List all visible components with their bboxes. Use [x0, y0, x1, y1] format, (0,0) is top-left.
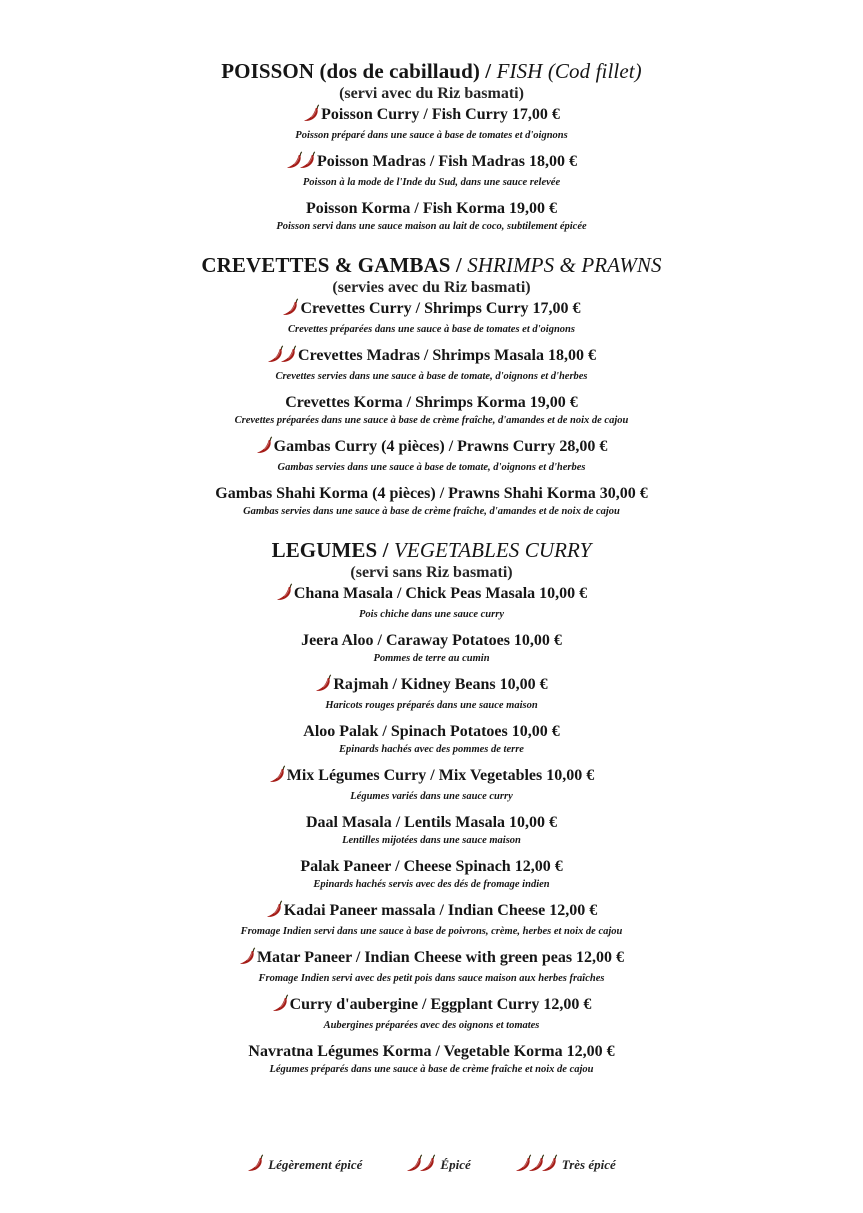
- menu-item-line: [0, 994, 863, 1019]
- menu-item: [0, 947, 863, 986]
- menu-item-spice-indicator: [303, 104, 316, 129]
- menu-item-description: Poisson à la mode de l'Inde du Sud, dans une sauce relevée: [302, 177, 561, 188]
- menu-item-line: [0, 1041, 863, 1063]
- chili-pepper-icon: [315, 674, 331, 692]
- menu-item: [0, 104, 863, 143]
- legend-item: [515, 1154, 616, 1176]
- menu-item-name: Kadai Paneer massala / Indian Cheese 12,00 €: [283, 902, 598, 919]
- menu-item: [0, 721, 863, 757]
- menu-item-name: Daal Masala / Lentils Masala 10,00 €: [305, 814, 558, 831]
- menu-item-description: Epinards hachés servis avec des dés de fromage indien: [313, 879, 550, 890]
- legend-item: [406, 1154, 470, 1176]
- chili-pepper-icon: [256, 436, 272, 454]
- menu-item-spice-indicator: [256, 436, 269, 461]
- menu-item-name: Poisson Madras / Fish Madras 18,00 €: [316, 153, 577, 170]
- chili-pepper-icon: [266, 900, 282, 918]
- menu-item-description: Crevettes préparées dans une sauce à base de crème fraîche, d'amandes et de noix de cajou: [234, 415, 629, 426]
- menu-item-description: Poisson servi dans une sauce maison au lait de coco, subtilement épicée: [276, 221, 587, 232]
- menu-item-description: Poisson préparé dans une sauce à base de tomates et d'oignons: [295, 130, 568, 141]
- menu-item-line: [0, 630, 863, 652]
- section-subtitle: (servi sans Riz basmati): [350, 564, 513, 581]
- menu-item-line: [0, 483, 863, 505]
- section-title-en: VEGETABLES CURRY: [393, 538, 592, 562]
- menu-item-name: Matar Paneer / Indian Cheese with green peas 12,00 €: [256, 949, 625, 966]
- menu-item-line: [0, 947, 863, 972]
- section-title-en: SHRIMPS & PRAWNS: [467, 253, 662, 277]
- legend-label: Très épicé: [561, 1157, 616, 1172]
- menu-item-spice-indicator: [267, 345, 293, 370]
- menu-item-name: Mix Légumes Curry / Mix Vegetables 10,00 €: [286, 767, 595, 784]
- chili-pepper-icon: [303, 104, 319, 122]
- chili-pepper-icon: [247, 1154, 263, 1172]
- menu-item-name: Palak Paneer / Cheese Spinach 12,00 €: [300, 858, 563, 875]
- chili-pepper-icon: [269, 765, 285, 783]
- menu-item-description: Légumes variés dans une sauce curry: [350, 791, 513, 802]
- menu-item-spice-indicator: [276, 583, 289, 608]
- menu-item-name: Gambas Shahi Korma (4 pièces) / Prawns Shahi Korma 30,00 €: [215, 485, 648, 502]
- menu-item-name: Poisson Korma / Fish Korma 19,00 €: [305, 200, 558, 217]
- menu-item-name: Poisson Curry / Fish Curry 17,00 €: [321, 106, 560, 123]
- menu-item-description: Crevettes préparées dans une sauce à base de tomates et d'oignons: [288, 324, 575, 335]
- menu-item: [0, 1041, 863, 1077]
- chili-pepper-icon: [282, 298, 298, 316]
- menu-item-spice-indicator: [282, 298, 295, 323]
- chili-pepper-icon: [276, 583, 292, 601]
- menu-item-line: [0, 856, 863, 878]
- menu-item: [0, 483, 863, 519]
- section-title-en: FISH (Cod fillet): [496, 59, 642, 83]
- menu-item-line: [0, 900, 863, 925]
- menu-item-description: Pois chiche dans une sauce curry: [359, 609, 504, 620]
- menu-section: [0, 58, 863, 234]
- menu-item: [0, 436, 863, 475]
- menu-item-description: Fromage Indien servi avec des petit pois dans sauce maison aux herbes fraîches: [258, 973, 605, 984]
- menu-item-description: Haricots rouges préparés dans une sauce maison: [325, 700, 538, 711]
- menu-item-spice-indicator: [286, 151, 312, 176]
- menu-section: [0, 252, 863, 519]
- spice-legend: [0, 1154, 863, 1176]
- chili-pepper-icon: [419, 1154, 435, 1172]
- menu-item-description: Pommes de terre au cumin: [373, 653, 490, 664]
- section-title: [0, 252, 863, 278]
- menu-item-line: [0, 721, 863, 743]
- legend-label: Épicé: [440, 1157, 471, 1172]
- menu-item: [0, 765, 863, 804]
- section-subtitle: (servi avec du Riz basmati): [339, 85, 524, 102]
- menu-item-spice-indicator: [266, 900, 279, 925]
- menu-item-description: Lentilles mijotées dans une sauce maison: [342, 835, 521, 846]
- menu-item-line: [0, 765, 863, 790]
- menu-item-name: Rajmah / Kidney Beans 10,00 €: [333, 676, 548, 693]
- menu-item: [0, 812, 863, 848]
- menu-item-line: [0, 345, 863, 370]
- menu-item: [0, 630, 863, 666]
- menu-item-line: [0, 812, 863, 834]
- menu-item: [0, 583, 863, 622]
- menu-item-description: Epinards hachés avec des pommes de terre: [339, 744, 524, 755]
- legend-spice-indicator: [247, 1154, 260, 1176]
- legend-item: [247, 1154, 362, 1176]
- menu-item-name: Gambas Curry (4 pièces) / Prawns Curry 28,00 €: [273, 438, 608, 455]
- chili-pepper-icon: [541, 1154, 557, 1172]
- legend-spice-indicator: [515, 1154, 554, 1176]
- menu-item-spice-indicator: [269, 765, 282, 790]
- menu-item-name: Navratna Légumes Korma / Vegetable Korma 12,00 €: [248, 1043, 615, 1060]
- chili-pepper-icon: [299, 151, 315, 169]
- menu-item-line: [0, 674, 863, 699]
- menu-item-line: [0, 298, 863, 323]
- menu-item-description: Aubergines préparées avec des oignons et tomates: [323, 1020, 540, 1031]
- menu-item-description: Légumes préparés dans une sauce à base de crème fraîche et noix de cajou: [269, 1064, 594, 1075]
- menu-item-description: Crevettes servies dans une sauce à base de tomate, d'oignons et d'herbes: [275, 371, 588, 382]
- section-title-fr: LEGUMES /: [271, 538, 389, 562]
- menu-item-spice-indicator: [272, 994, 285, 1019]
- section-subtitle: (servies avec du Riz basmati): [332, 279, 531, 296]
- menu-item: [0, 994, 863, 1033]
- menu-item-description: Gambas servies dans une sauce à base de crème fraîche, d'amandes et de noix de cajou: [243, 506, 620, 517]
- section-title: [0, 537, 863, 563]
- legend-label: Légèrement épicé: [268, 1157, 363, 1172]
- menu-item: [0, 198, 863, 234]
- menu-item-description: Fromage Indien servi dans une sauce à base de poivrons, crème, herbes et noix de cajou: [240, 926, 623, 937]
- section-title: [0, 58, 863, 84]
- menu-item: [0, 392, 863, 428]
- menu-item-line: [0, 392, 863, 414]
- menu-item: [0, 856, 863, 892]
- section-title-fr: CREVETTES & GAMBAS /: [201, 253, 462, 277]
- menu-item-description: Gambas servies dans une sauce à base de tomate, d'oignons et d'herbes: [277, 462, 586, 473]
- section-title-fr: POISSON (dos de cabillaud) /: [221, 59, 492, 83]
- menu-item-name: Crevettes Madras / Shrimps Masala 18,00 €: [298, 347, 596, 364]
- menu-item: [0, 298, 863, 337]
- menu-item-spice-indicator: [315, 674, 328, 699]
- menu-item-name: Chana Masala / Chick Peas Masala 10,00 €: [293, 585, 588, 602]
- menu-item-spice-indicator: [239, 947, 252, 972]
- menu-section: [0, 537, 863, 1077]
- chili-pepper-icon: [272, 994, 288, 1012]
- menu-item: [0, 900, 863, 939]
- chili-pepper-icon: [239, 947, 255, 965]
- menu-item-name: Crevettes Curry / Shrimps Curry 17,00 €: [300, 300, 581, 317]
- legend-spice-indicator: [406, 1154, 432, 1176]
- menu-item-line: [0, 436, 863, 461]
- menu-item: [0, 674, 863, 713]
- menu-page: [0, 58, 863, 1095]
- menu-item-name: Jeera Aloo / Caraway Potatoes 10,00 €: [301, 632, 562, 649]
- menu-item-line: [0, 104, 863, 129]
- menu-item-name: Aloo Palak / Spinach Potatoes 10,00 €: [303, 723, 560, 740]
- menu-item-line: [0, 151, 863, 176]
- menu-item-line: [0, 583, 863, 608]
- menu-item-line: [0, 198, 863, 220]
- menu-item: [0, 345, 863, 384]
- menu-item-name: Curry d'aubergine / Eggplant Curry 12,00 €: [289, 996, 592, 1013]
- menu-item-name: Crevettes Korma / Shrimps Korma 19,00 €: [285, 394, 578, 411]
- menu-item: [0, 151, 863, 190]
- chili-pepper-icon: [280, 345, 296, 363]
